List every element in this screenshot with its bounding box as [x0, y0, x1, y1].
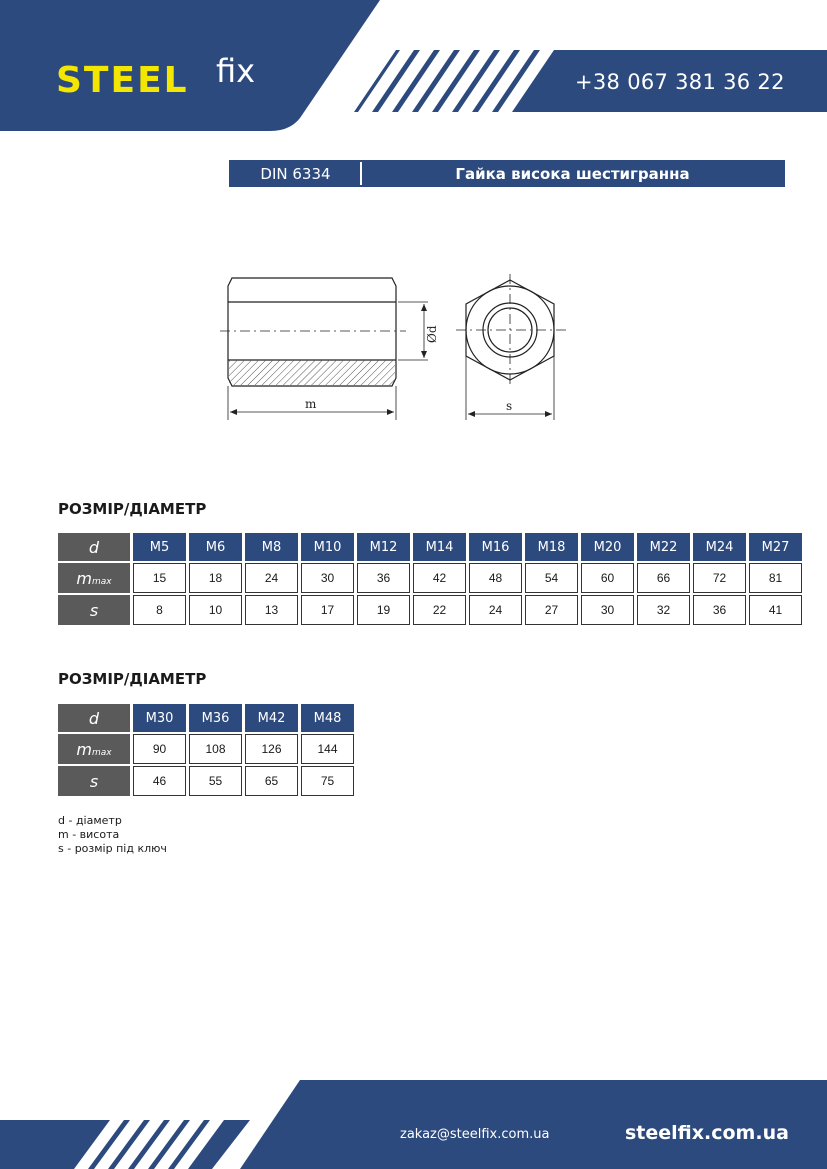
size-header: M22 — [637, 533, 690, 561]
table-cell: 24 — [469, 595, 522, 625]
table-cell: 144 — [301, 734, 354, 764]
svg-text:fix: fix — [216, 52, 256, 90]
size-header: M16 — [469, 533, 522, 561]
table-cell: 24 — [245, 563, 298, 593]
steelfix-logo[interactable] — [56, 48, 276, 100]
size-header: M6 — [189, 533, 242, 561]
table-cell: 126 — [245, 734, 298, 764]
table-cell: 48 — [469, 563, 522, 593]
technical-drawing — [210, 260, 580, 430]
table-cell: 30 — [301, 563, 354, 593]
legend-item: s - розмір під ключ — [58, 842, 167, 855]
table-cell: 90 — [133, 734, 186, 764]
phone-number[interactable]: +38 067 381 36 22 — [575, 70, 785, 94]
table-row-s — [58, 766, 354, 796]
side-view — [220, 278, 428, 420]
table-cell: 19 — [357, 595, 410, 625]
product-title: Гайка висока шестигранна — [455, 164, 690, 183]
table-cell: 46 — [133, 766, 186, 796]
table-cell: 18 — [189, 563, 242, 593]
table-row-m — [58, 563, 802, 593]
size-header: M27 — [749, 533, 802, 561]
table1-title: РОЗМІР/ДІАМЕТР — [58, 500, 207, 518]
table-cell: 13 — [245, 595, 298, 625]
svg-text:STEEL: STEEL — [56, 60, 189, 100]
size-header: M5 — [133, 533, 186, 561]
table-cell: 72 — [693, 563, 746, 593]
table-cell: 65 — [245, 766, 298, 796]
row-label-m: mmax — [58, 734, 130, 764]
row-label-s: s — [58, 595, 130, 625]
size-header: M10 — [301, 533, 354, 561]
standard-label: DIN 6334 — [260, 164, 331, 183]
size-header: M36 — [189, 704, 242, 732]
table-cell: 60 — [581, 563, 634, 593]
size-header: M24 — [693, 533, 746, 561]
email-link[interactable]: zakaz@steelfix.com.ua — [400, 1127, 550, 1142]
label-s: s — [506, 399, 513, 413]
size-header: M20 — [581, 533, 634, 561]
table-cell: 41 — [749, 595, 802, 625]
size-table-2 — [55, 702, 357, 798]
size-header: M14 — [413, 533, 466, 561]
table-cell: 66 — [637, 563, 690, 593]
label-d: Ød — [425, 325, 439, 343]
size-table-1 — [55, 531, 805, 627]
row-label-m: mmax — [58, 563, 130, 593]
table-cell: 36 — [693, 595, 746, 625]
table-cell: 54 — [525, 563, 578, 593]
size-header: M30 — [133, 704, 186, 732]
table-cell: 30 — [581, 595, 634, 625]
size-header: M18 — [525, 533, 578, 561]
size-header: M42 — [245, 704, 298, 732]
table-row-d — [58, 704, 354, 732]
size-header: M48 — [301, 704, 354, 732]
legend-item: m - висота — [58, 828, 120, 841]
size-header: M12 — [357, 533, 410, 561]
table-cell: 17 — [301, 595, 354, 625]
size-header: M8 — [245, 533, 298, 561]
table-cell: 32 — [637, 595, 690, 625]
row-label-d: d — [58, 704, 130, 732]
table-cell: 10 — [189, 595, 242, 625]
table-cell: 36 — [357, 563, 410, 593]
table-row-m — [58, 734, 354, 764]
table-cell: 15 — [133, 563, 186, 593]
legend-item: d - діаметр — [58, 814, 122, 827]
title-bar — [229, 160, 785, 187]
website-link[interactable]: steelfix.com.ua — [625, 1122, 789, 1144]
table-cell: 42 — [413, 563, 466, 593]
table-row-d — [58, 533, 802, 561]
table-cell: 75 — [301, 766, 354, 796]
table-cell: 8 — [133, 595, 186, 625]
table-cell: 22 — [413, 595, 466, 625]
table-row-s — [58, 595, 802, 625]
legend — [58, 814, 167, 856]
row-label-d: d — [58, 533, 130, 561]
table-cell: 55 — [189, 766, 242, 796]
row-label-s: s — [58, 766, 130, 796]
label-m: m — [305, 397, 317, 411]
table-cell: 81 — [749, 563, 802, 593]
table-cell: 108 — [189, 734, 242, 764]
table-cell: 27 — [525, 595, 578, 625]
table2-title: РОЗМІР/ДІАМЕТР — [58, 670, 207, 688]
